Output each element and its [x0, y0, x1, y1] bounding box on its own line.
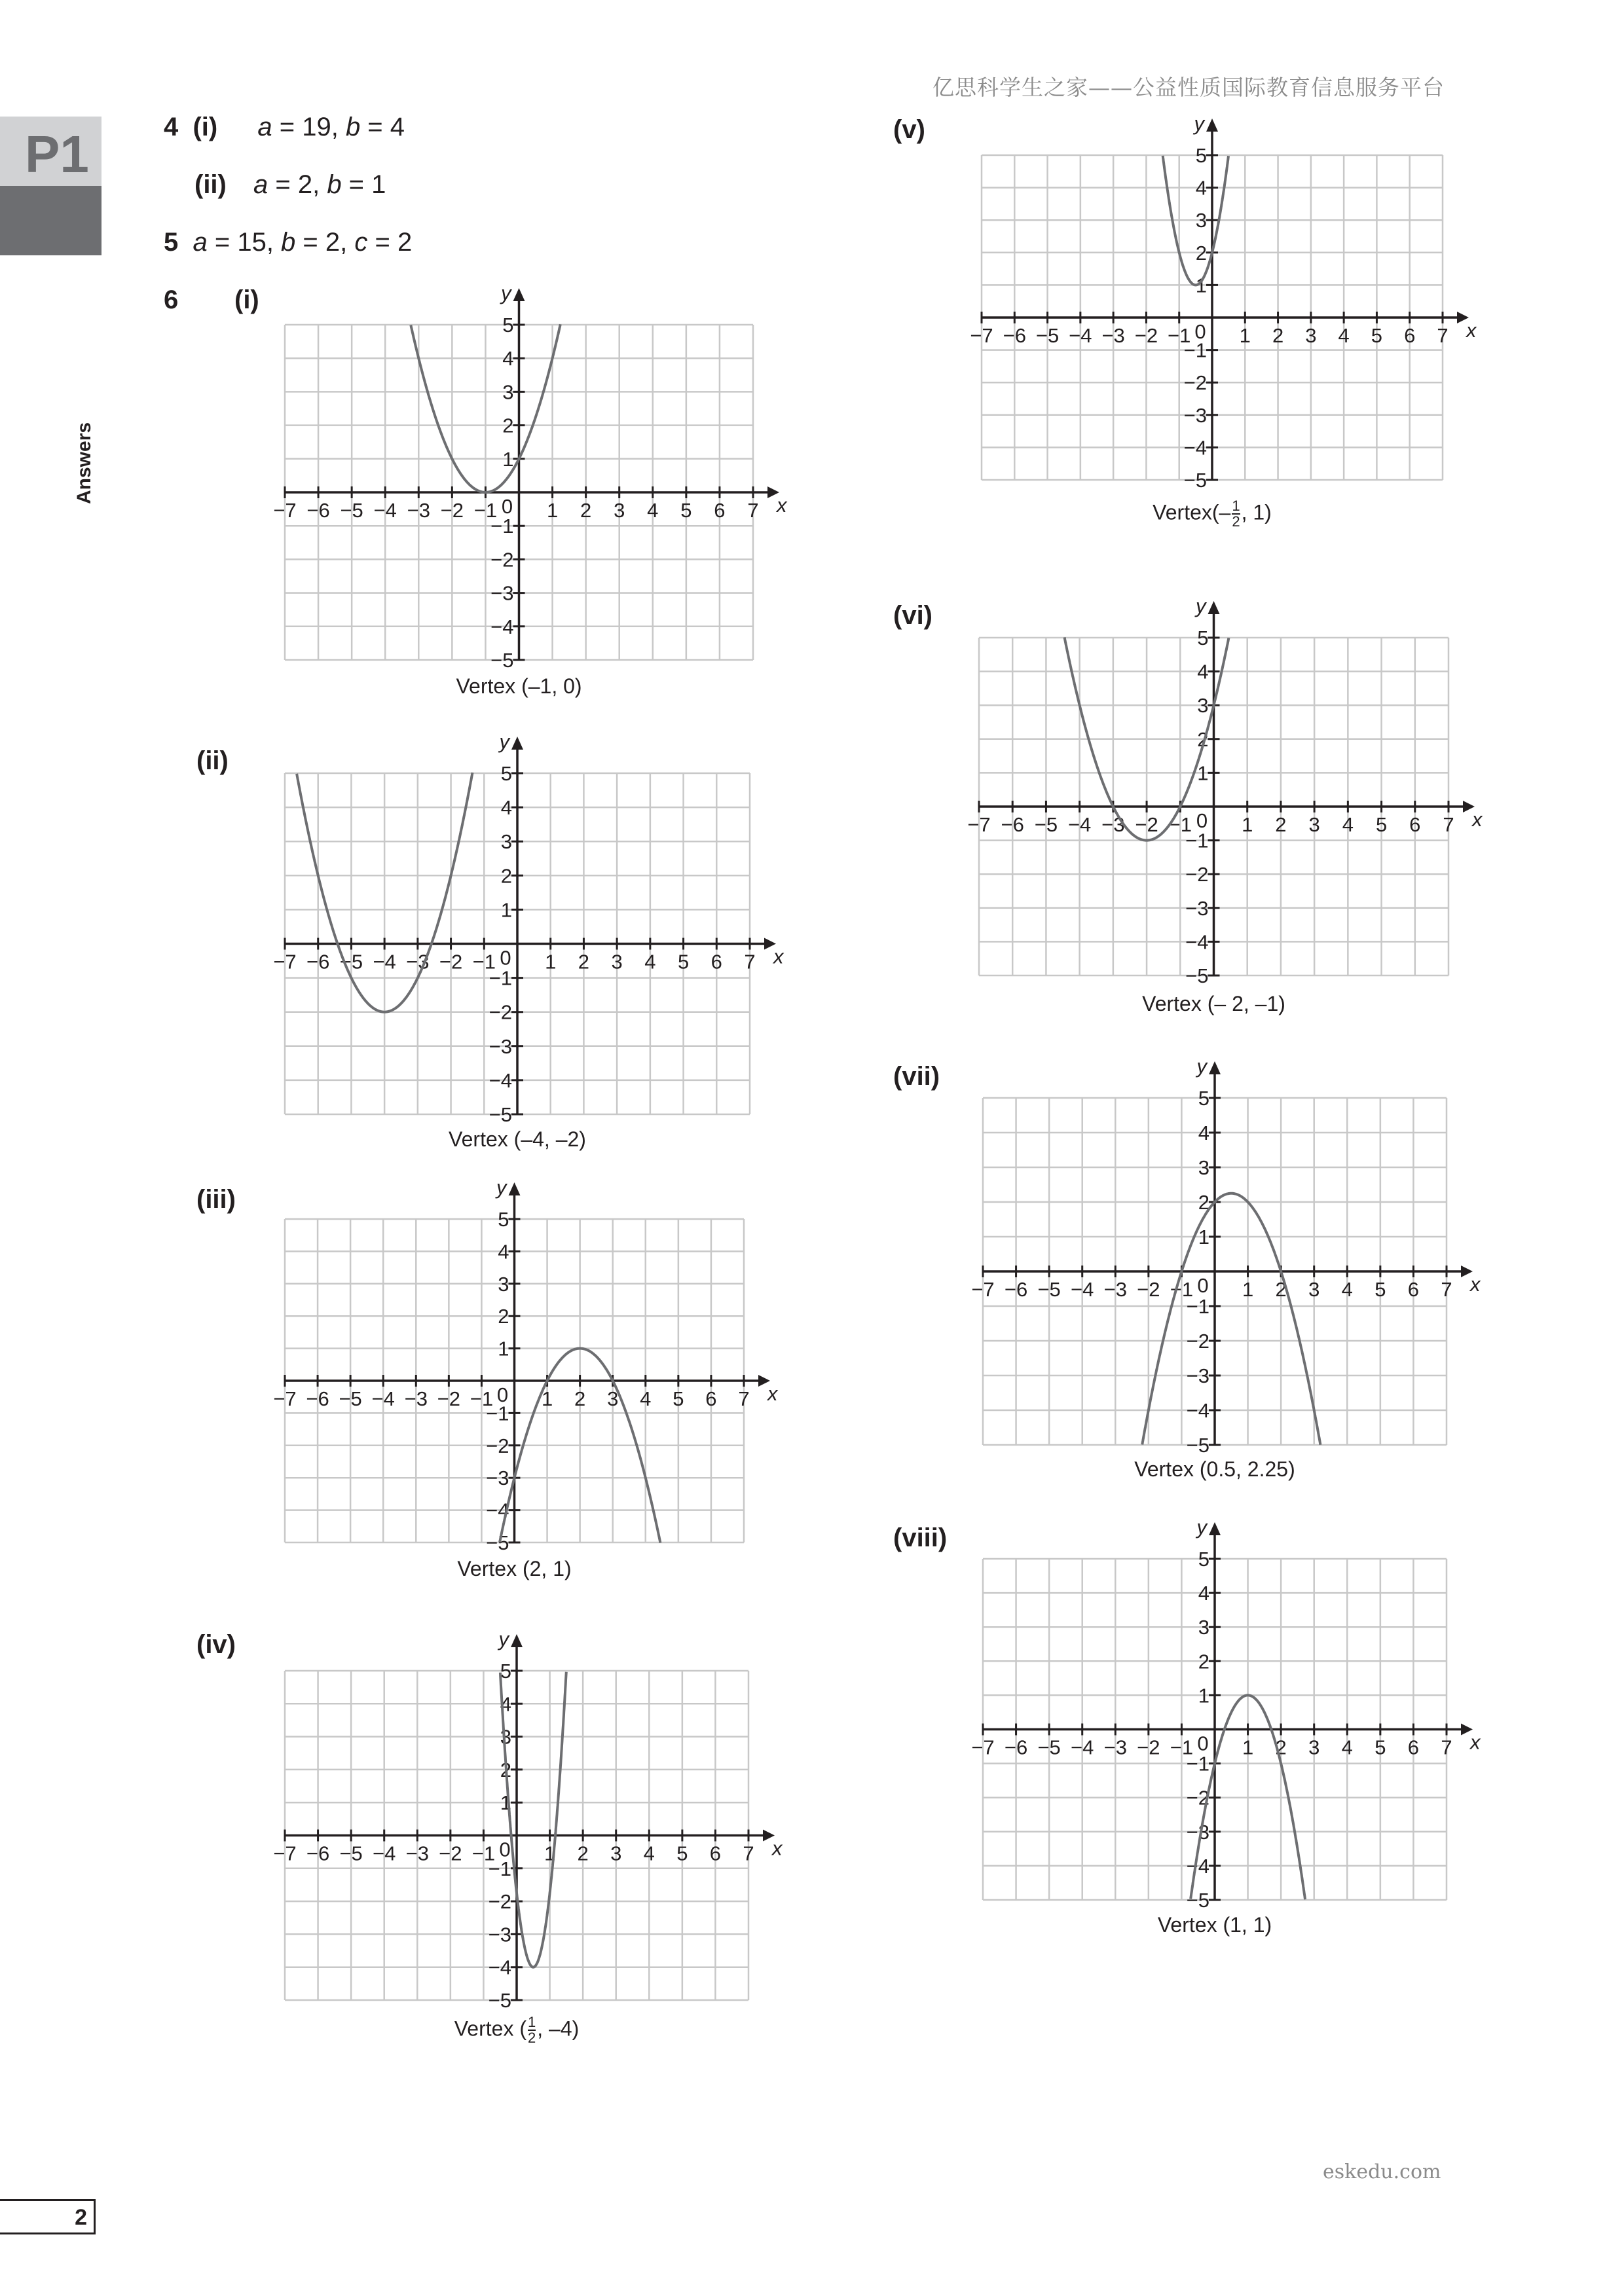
x-tick-label: −4	[373, 499, 397, 522]
vertex-caption	[318, 1557, 711, 1581]
answer-text: a = 15, b = 2, c = 2	[193, 228, 413, 257]
vertex-caption	[321, 1127, 714, 1152]
y-axis-arrow-icon	[1208, 601, 1220, 614]
x-tick-label: −5	[339, 1387, 362, 1410]
graph-part-label: (iv)	[196, 1630, 236, 1659]
x-tick-label: −6	[1004, 1278, 1028, 1301]
x-tick-label: −3	[1103, 1278, 1127, 1301]
x-axis-label: x	[773, 945, 784, 968]
y-tick-label: −2	[490, 548, 514, 572]
page-number: 2	[0, 2199, 96, 2234]
part-label: (i)	[193, 113, 218, 141]
y-tick-label: −4	[489, 1068, 512, 1092]
origin-label: 0	[496, 1383, 509, 1406]
x-tick-label: 1	[546, 499, 559, 522]
y-tick-label: 2	[498, 1305, 509, 1328]
y-tick-label: 5	[498, 1208, 509, 1231]
caption-text: , 1)	[1241, 500, 1272, 524]
graph-7	[971, 1055, 1481, 1457]
graph-3	[273, 1176, 778, 1554]
x-tick-label: −5	[1037, 1278, 1061, 1301]
vertex-caption	[320, 2015, 713, 2045]
x-tick-label: −7	[273, 1842, 297, 1865]
y-tick-label: −5	[1183, 469, 1207, 492]
vertex-caption	[1018, 1457, 1411, 1482]
x-tick-label: 4	[1338, 324, 1350, 347]
graph-2	[273, 730, 784, 1126]
y-tick-label: −2	[486, 1434, 509, 1457]
x-tick-label: −1	[473, 499, 498, 522]
y-tick-label: −3	[486, 1467, 509, 1490]
fraction-denominator: 2	[1232, 513, 1240, 530]
x-tick-label: 1	[544, 1842, 556, 1865]
x-tick-label: 2	[577, 1842, 589, 1865]
y-axis-arrow-icon	[509, 1182, 521, 1195]
y-tick-label: −4	[490, 615, 514, 638]
x-tick-label: −5	[1035, 324, 1060, 347]
y-tick-label: 5	[500, 1660, 511, 1683]
graph-part-label: (i)	[234, 285, 259, 314]
x-tick-label: −2	[1137, 1736, 1160, 1759]
x-tick-label: 5	[1375, 813, 1388, 836]
x-tick-label: −3	[405, 1842, 429, 1865]
answer-text: a = 2, b = 1	[253, 170, 386, 199]
x-tick-label: 2	[580, 499, 592, 522]
y-tick-label: 4	[1195, 176, 1207, 200]
caption-text: Vertex (1, 1)	[1157, 1913, 1272, 1937]
y-tick-label: 1	[1198, 1226, 1209, 1248]
x-axis-label: x	[1472, 808, 1483, 831]
x-tick-label: 2	[1275, 1278, 1287, 1301]
y-tick-label: −1	[490, 515, 514, 538]
x-tick-label: −5	[340, 499, 363, 522]
x-tick-label: −3	[407, 499, 430, 522]
x-tick-label: 3	[1308, 1278, 1320, 1301]
x-tick-label: −2	[440, 499, 464, 522]
x-tick-label: 5	[1375, 1278, 1386, 1301]
y-tick-label: 3	[500, 1725, 511, 1749]
x-tick-label: 3	[1308, 813, 1320, 836]
x-tick-label: −4	[1071, 1736, 1094, 1759]
x-tick-label: 5	[676, 1842, 688, 1865]
y-tick-label: 3	[1195, 209, 1207, 232]
graph-part-label: (v)	[893, 115, 925, 144]
x-tick-label: 2	[578, 950, 590, 974]
y-axis-label: y	[501, 282, 511, 304]
y-tick-label: 3	[1198, 1156, 1209, 1179]
y-tick-label: 5	[1197, 627, 1209, 649]
y-tick-label: 4	[1197, 660, 1209, 683]
vertex-caption	[1016, 499, 1409, 529]
x-tick-label: −3	[1103, 1736, 1127, 1759]
x-tick-label: −5	[1037, 1736, 1061, 1759]
caption-text: , –4)	[537, 2016, 580, 2041]
y-tick-label: 3	[500, 830, 512, 854]
x-tick-label: 4	[1341, 1278, 1353, 1301]
x-tick-label: 1	[1242, 1736, 1254, 1759]
parabola-curve	[1142, 1194, 1320, 1445]
graph-1	[273, 282, 787, 672]
y-tick-label: 2	[1198, 1650, 1209, 1673]
x-tick-label: 2	[1275, 813, 1287, 836]
y-tick-label: 3	[1198, 1616, 1209, 1639]
x-tick-label: 3	[607, 1387, 619, 1410]
y-tick-label: −3	[1183, 403, 1207, 427]
side-section-label: Answers	[73, 422, 95, 504]
x-tick-label: −1	[471, 1842, 496, 1865]
y-axis-label: y	[1196, 1516, 1207, 1539]
y-tick-label: −1	[1183, 338, 1207, 362]
y-axis-arrow-icon	[1209, 1061, 1221, 1074]
y-tick-label: −1	[1186, 1752, 1209, 1776]
x-tick-label: 3	[1305, 324, 1317, 347]
y-tick-label: −1	[486, 1402, 509, 1425]
caption-text: Vertex (2, 1)	[457, 1557, 572, 1580]
x-tick-label: 5	[673, 1387, 684, 1410]
answer-4ii	[194, 170, 386, 200]
y-tick-label: 5	[1198, 1087, 1209, 1110]
y-axis-label: y	[1196, 1055, 1207, 1078]
x-tick-label: 6	[1404, 324, 1416, 347]
y-axis-arrow-icon	[511, 1634, 523, 1647]
y-axis-arrow-icon	[511, 737, 523, 750]
x-tick-label: 6	[705, 1387, 717, 1410]
answer-4i	[164, 113, 405, 142]
answer-text: a = 19, b = 4	[257, 113, 405, 141]
origin-label: 0	[499, 1838, 511, 1861]
x-tick-label: 6	[1407, 1278, 1420, 1301]
x-tick-label: −7	[273, 950, 297, 974]
x-tick-label: −4	[1067, 813, 1092, 836]
y-tick-label: −2	[1183, 371, 1207, 395]
x-tick-label: 1	[541, 1387, 553, 1410]
x-tick-label: 4	[647, 499, 659, 522]
x-tick-label: 7	[743, 1842, 754, 1865]
y-tick-label: −1	[1185, 829, 1209, 852]
y-tick-label: 1	[1197, 761, 1209, 785]
x-tick-label: −2	[439, 950, 463, 974]
x-tick-label: 3	[614, 499, 625, 522]
x-axis-label: x	[777, 494, 787, 517]
x-tick-label: 7	[738, 1387, 750, 1410]
y-axis-arrow-icon	[513, 288, 525, 301]
fraction-denominator: 2	[527, 2030, 536, 2046]
y-tick-label: −4	[486, 1499, 509, 1522]
x-tick-label: −6	[1001, 813, 1024, 836]
y-tick-label: −5	[486, 1531, 509, 1554]
caption-text: Vertex (0.5, 2.25)	[1134, 1457, 1295, 1481]
origin-label: 0	[501, 495, 513, 518]
x-tick-label: −5	[339, 950, 363, 974]
y-tick-label: −2	[489, 1000, 512, 1024]
graph-part-label: (viii)	[893, 1523, 948, 1552]
x-tick-label: 5	[1375, 1736, 1386, 1759]
section-tab-lower	[0, 186, 101, 255]
x-tick-label: −7	[273, 1387, 297, 1410]
x-tick-label: −6	[1003, 324, 1026, 347]
y-axis-arrow-icon	[1209, 1522, 1221, 1535]
x-tick-label: 6	[714, 499, 726, 522]
x-tick-label: −3	[1101, 813, 1125, 836]
y-tick-label: −5	[1186, 1434, 1209, 1457]
graph-5	[970, 112, 1477, 492]
y-tick-label: −1	[488, 1857, 511, 1880]
y-tick-label: 1	[498, 1337, 509, 1360]
y-tick-label: 2	[500, 864, 512, 888]
y-tick-label: −2	[488, 1890, 511, 1914]
y-tick-label: −5	[488, 1989, 511, 2012]
x-tick-label: −6	[1004, 1736, 1028, 1759]
x-tick-label: −4	[1069, 324, 1092, 347]
origin-label: 0	[1197, 1274, 1209, 1297]
x-tick-label: −7	[273, 499, 297, 522]
y-tick-label: −4	[1183, 436, 1207, 460]
x-tick-label: 6	[1409, 813, 1421, 836]
part-label: (ii)	[194, 170, 227, 199]
y-tick-label: 4	[1198, 1121, 1209, 1144]
caption-text: Vertex (–1, 0)	[456, 674, 582, 698]
caption-text: Vertex (– 2, –1)	[1142, 992, 1285, 1015]
y-tick-label: −4	[1186, 1854, 1209, 1878]
x-axis-label: x	[1470, 1273, 1481, 1296]
y-tick-label: 3	[498, 1272, 509, 1296]
x-tick-label: −3	[1101, 324, 1125, 347]
x-tick-label: 2	[1272, 324, 1284, 347]
y-tick-label: −2	[1186, 1786, 1209, 1810]
y-tick-label: −3	[1185, 896, 1209, 920]
x-axis-label: x	[1466, 319, 1477, 342]
x-tick-label: −4	[371, 1387, 395, 1410]
x-tick-label: −4	[373, 950, 396, 974]
x-tick-label: 7	[744, 950, 756, 974]
x-tick-label: −2	[439, 1842, 462, 1865]
x-tick-label: 3	[610, 1842, 622, 1865]
x-tick-label: 6	[709, 1842, 722, 1865]
graph-6	[967, 594, 1483, 987]
y-tick-label: −4	[1185, 930, 1209, 954]
x-tick-label: −2	[1135, 813, 1158, 836]
x-tick-label: 2	[1275, 1736, 1287, 1759]
y-tick-label: −5	[490, 649, 514, 672]
y-axis-label: y	[1194, 112, 1204, 135]
y-tick-label: 3	[502, 380, 514, 404]
vertex-caption	[1018, 1913, 1411, 1937]
y-tick-label: 2	[502, 414, 514, 437]
y-tick-label: 2	[1195, 241, 1207, 264]
x-tick-label: 5	[680, 499, 692, 522]
section-tab-label: P1	[25, 125, 89, 183]
caption-fraction	[1232, 499, 1240, 529]
graph-part-label: (iii)	[196, 1185, 236, 1214]
x-tick-label: −6	[306, 1842, 330, 1865]
y-tick-label: −1	[1186, 1295, 1209, 1318]
question-number: 5	[164, 228, 179, 257]
y-tick-label: 1	[500, 1791, 511, 1815]
x-tick-label: −1	[1170, 1278, 1194, 1301]
y-tick-label: −2	[1185, 863, 1209, 886]
x-tick-label: −4	[373, 1842, 396, 1865]
fraction-numerator: 1	[1232, 498, 1240, 514]
question-number-6: 6	[164, 285, 179, 314]
x-axis-label: x	[772, 1836, 783, 1860]
y-axis-label: y	[498, 1628, 509, 1650]
x-tick-label: −1	[1168, 813, 1192, 836]
graph-part-label: (vii)	[893, 1062, 940, 1091]
y-tick-label: 1	[1198, 1684, 1209, 1707]
graph-4	[273, 1628, 783, 2012]
x-tick-label: −7	[971, 1278, 995, 1301]
y-axis-label: y	[499, 730, 509, 753]
y-tick-label: −3	[1186, 1364, 1209, 1387]
x-tick-label: −1	[472, 950, 496, 974]
x-tick-label: −1	[1168, 324, 1191, 347]
x-tick-label: −5	[339, 1842, 363, 1865]
x-axis-label: x	[1470, 1730, 1481, 1754]
x-tick-label: 1	[545, 950, 557, 974]
y-axis-label: y	[496, 1176, 507, 1199]
x-tick-label: 7	[1443, 813, 1454, 836]
x-tick-label: −2	[1137, 1278, 1160, 1301]
y-tick-label: 4	[1198, 1582, 1209, 1605]
caption-text: Vertex (–4, –2)	[449, 1127, 586, 1151]
x-tick-label: 6	[1407, 1736, 1420, 1759]
answer-5	[164, 228, 412, 257]
x-tick-label: −4	[1071, 1278, 1094, 1301]
x-tick-label: 1	[1239, 324, 1251, 347]
y-tick-label: −4	[1186, 1399, 1209, 1422]
x-tick-label: −3	[404, 1387, 428, 1410]
x-tick-label: 7	[1437, 324, 1449, 347]
y-tick-label: −5	[1185, 964, 1209, 987]
y-tick-label: 5	[500, 762, 512, 785]
origin-label: 0	[1196, 809, 1208, 832]
x-tick-label: −5	[1034, 813, 1058, 836]
x-tick-label: 2	[574, 1387, 586, 1410]
x-tick-label: −1	[1170, 1736, 1194, 1759]
x-tick-label: −6	[306, 1387, 329, 1410]
y-tick-label: 2	[1197, 727, 1209, 751]
x-tick-label: −2	[1134, 324, 1158, 347]
x-tick-label: −2	[437, 1387, 461, 1410]
y-tick-label: 1	[1195, 274, 1207, 297]
y-tick-label: 5	[1195, 144, 1207, 167]
vertex-caption	[323, 674, 716, 699]
y-axis-arrow-icon	[1206, 118, 1218, 132]
x-tick-label: 4	[1342, 813, 1354, 836]
x-tick-label: 7	[747, 499, 759, 522]
y-tick-label: −5	[489, 1103, 512, 1126]
x-tick-label: 1	[1242, 1278, 1254, 1301]
y-tick-label: −3	[489, 1034, 512, 1058]
x-tick-label: 5	[1371, 324, 1383, 347]
y-tick-label: −1	[489, 966, 512, 990]
y-tick-label: −3	[490, 581, 514, 605]
x-tick-label: −7	[971, 1736, 995, 1759]
y-tick-label: 2	[500, 1758, 511, 1781]
y-tick-label: 5	[1198, 1548, 1209, 1571]
y-tick-label: −5	[1186, 1889, 1209, 1912]
graph-8	[971, 1516, 1481, 1912]
footer-site: eskedu.com	[1323, 2160, 1441, 2183]
x-tick-label: 4	[1341, 1736, 1353, 1759]
y-tick-label: 5	[502, 314, 514, 337]
y-tick-label: 2	[1198, 1191, 1209, 1214]
x-tick-label: 5	[677, 950, 690, 974]
question-number: 4	[164, 113, 179, 141]
vertex-caption	[1018, 992, 1411, 1016]
x-tick-label: 4	[640, 1387, 652, 1410]
x-tick-label: 3	[1308, 1736, 1320, 1759]
origin-label: 0	[1194, 320, 1206, 343]
y-tick-label: 3	[1197, 694, 1209, 718]
y-tick-label: −2	[1186, 1330, 1209, 1353]
x-tick-label: 4	[644, 950, 656, 974]
x-tick-label: −7	[967, 813, 991, 836]
graph-part-label: (ii)	[196, 746, 229, 775]
y-tick-label: 1	[500, 898, 512, 922]
y-axis-label: y	[1196, 594, 1206, 617]
y-tick-label: 1	[502, 447, 514, 471]
x-tick-label: 7	[1441, 1278, 1452, 1301]
origin-label: 0	[1197, 1732, 1209, 1755]
origin-label: 0	[500, 946, 511, 970]
x-tick-label: 4	[643, 1842, 655, 1865]
caption-text: Vertex(–	[1153, 500, 1231, 524]
x-tick-label: −3	[406, 950, 430, 974]
caption-text: Vertex (	[454, 2016, 526, 2041]
caption-fraction	[528, 2015, 536, 2045]
x-tick-label: 6	[710, 950, 722, 974]
graph-part-label: (vi)	[893, 601, 932, 630]
y-tick-label: 4	[500, 796, 512, 820]
x-tick-label: −7	[970, 324, 993, 347]
x-tick-label: −6	[306, 499, 330, 522]
y-tick-label: 4	[498, 1240, 509, 1264]
watermark-header: 亿思科学生之家——公益性质国际教育信息服务平台	[932, 75, 1445, 100]
x-tick-label: 3	[611, 950, 623, 974]
x-tick-label: −1	[470, 1387, 494, 1410]
y-tick-label: 4	[502, 347, 514, 371]
x-tick-label: 7	[1441, 1736, 1452, 1759]
y-tick-label: −3	[1186, 1820, 1209, 1844]
x-tick-label: −6	[306, 950, 330, 974]
y-tick-label: 4	[500, 1692, 511, 1716]
y-tick-label: −4	[488, 1956, 511, 1979]
y-tick-label: −3	[488, 1923, 511, 1946]
x-axis-label: x	[767, 1382, 778, 1405]
fraction-numerator: 1	[527, 2014, 536, 2030]
x-tick-label: 1	[1242, 813, 1253, 836]
